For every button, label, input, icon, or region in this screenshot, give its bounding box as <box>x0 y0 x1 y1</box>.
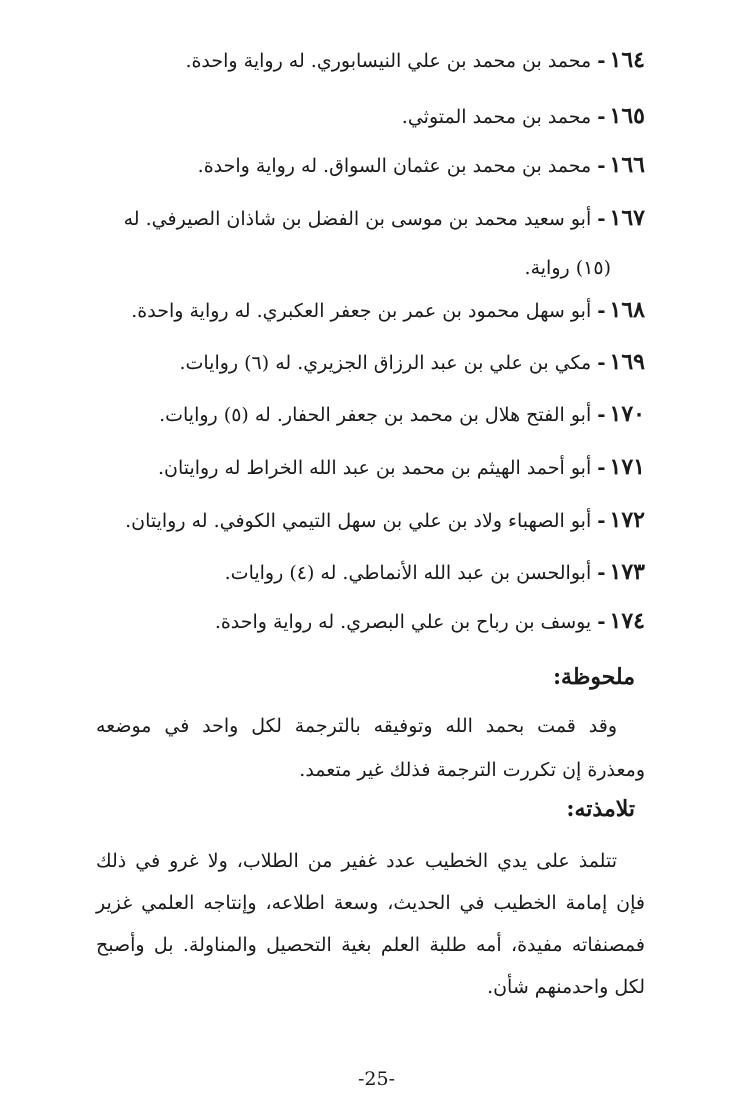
entry-166: ١٦٦-محمد بن محمد بن عثمان السواق. له رواية واحدة. <box>197 152 645 178</box>
entry-text: أبو الصهباء ولاد بن علي بن سهل التيمي الكوفي. له روايتان. <box>125 510 592 532</box>
entry-number: ١٦٨ <box>609 297 645 323</box>
entry-172: ١٧٢-أبو الصهباء ولاد بن علي بن سهل التيمي الكوفي. له روايتان. <box>125 507 645 533</box>
entry-number: ١٦٩ <box>609 349 645 375</box>
entry-164: ١٦٤-محمد بن محمد بن علي النيسابوري. له رواية واحدة. <box>185 47 645 73</box>
entry-number: ١٧٣ <box>609 559 645 585</box>
entry-number: ١٧٢ <box>609 507 645 533</box>
entry-text: أبو الفتح هلال بن محمد بن جعفر الحفار. له (٥) روايات. <box>159 404 592 426</box>
entry-text: أبوالحسن بن عبد الله الأنماطي. له (٤) روايات. <box>224 562 592 584</box>
entry-text: أبو سهل محمود بن عمر بن جعفر العكبري. له رواية واحدة. <box>131 300 592 322</box>
entry-number: ١٦٦ <box>609 152 645 178</box>
note-heading: ملحوظة: <box>552 664 635 690</box>
entry-text: أبو أحمد الهيثم بن محمد بن عبد الله الخراط له روايتان. <box>157 457 592 479</box>
entry-168: ١٦٨-أبو سهل محمود بن عمر بن جعفر العكبري. له رواية واحدة. <box>131 297 645 323</box>
entry-171: ١٧١-أبو أحمد الهيثم بن محمد بن عبد الله الخراط له روايتان. <box>157 454 645 480</box>
entry-165: ١٦٥-محمد بن محمد المتوثي. <box>401 103 645 129</box>
entry-text: محمد بن محمد بن عثمان السواق. له رواية واحدة. <box>197 155 592 177</box>
entry-text: أبو سعيد محمد بن موسى بن الفضل بن شاذان الصيرفي. له <box>123 208 592 230</box>
entry-number: ١٧٠ <box>609 401 645 427</box>
entry-167-continuation: (١٥) رواية. <box>524 257 611 279</box>
note-paragraph: وقد قمت بحمد الله وتوفيقه بالترجمة لكل واحد في موضعه ومعذرة إن تكررت الترجمة فذلك غير متعمد. <box>96 715 645 781</box>
students-heading: تلامذته: <box>566 796 635 822</box>
entry-number: ١٧٤ <box>609 608 645 634</box>
entry-text: محمد بن محمد بن علي النيسابوري. له رواية واحدة. <box>185 50 592 72</box>
entry-number: ١٧١ <box>609 454 645 480</box>
entry-173: ١٧٣-أبوالحسن بن عبد الله الأنماطي. له (٤) روايات. <box>224 559 645 585</box>
page-number: -25- <box>357 1068 396 1090</box>
entry-text: يوسف بن رباح بن علي البصري. له رواية واحدة. <box>214 611 592 633</box>
entry-number: ١٦٥ <box>609 103 645 129</box>
students-paragraph: تتلمذ على يدي الخطيب عدد غفير من الطلاب، ولا غرو في ذلك فإن إمامة الخطيب في الحديث، وسعة اطلاعه، وإنتاجه العلمي غزير فمصنفاته مفيدة، أمه طلبة العلم بغية التحصيل والمناولة. بل وأصبح لكل واحدمنهم شأن. <box>96 850 645 998</box>
entry-number: ١٦٧ <box>609 205 645 231</box>
entry-170: ١٧٠-أبو الفتح هلال بن محمد بن جعفر الحفار. له (٥) روايات. <box>159 401 645 427</box>
entry-number: ١٦٤ <box>609 47 645 73</box>
entry-169: ١٦٩-مكي بن علي بن عبد الرزاق الجزيري. له (٦) روايات. <box>179 349 645 375</box>
entry-174: ١٧٤-يوسف بن رباح بن علي البصري. له رواية واحدة. <box>214 608 645 634</box>
entry-text: مكي بن علي بن عبد الرزاق الجزيري. له (٦) روايات. <box>179 352 592 374</box>
entry-167: ١٦٧-أبو سعيد محمد بن موسى بن الفضل بن شاذان الصيرفي. له <box>123 205 645 231</box>
entry-text: محمد بن محمد المتوثي. <box>401 106 592 128</box>
